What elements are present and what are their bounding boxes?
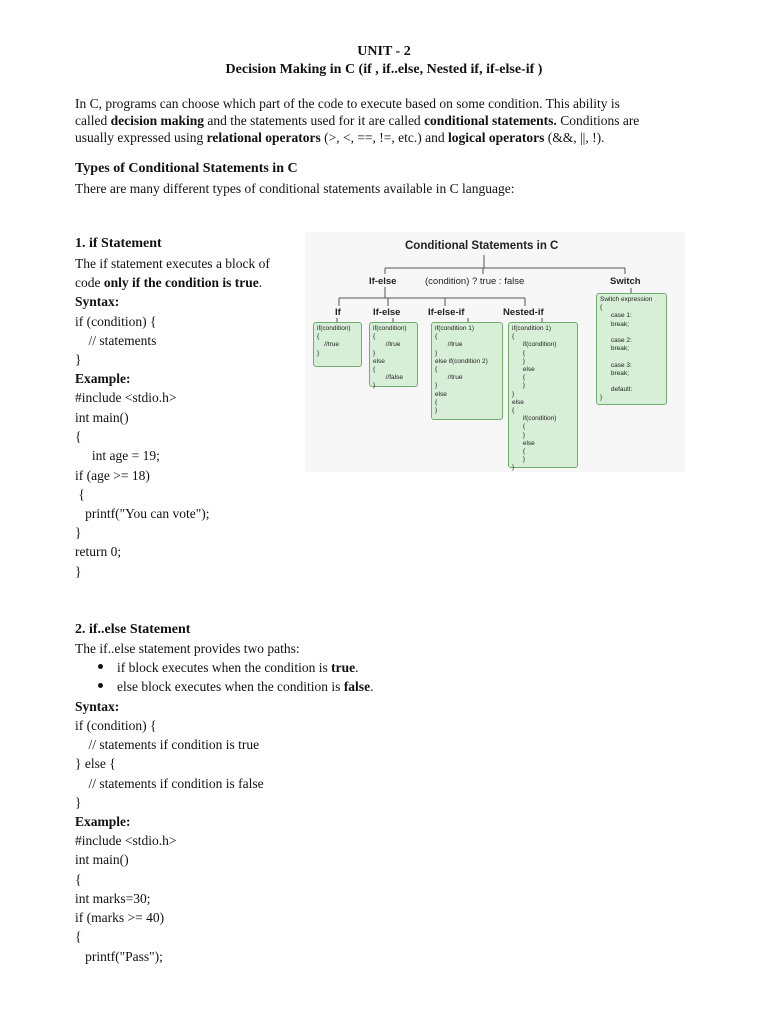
diagram-branch-ifelse: If-else [369,276,397,287]
diagram-box-ifelseif: if(condition 1) { //true } else if(condition 2) { //true } else { } [431,322,503,420]
diagram-box-ifelse: if(condition) { //true } else { //false } [369,322,418,387]
ifelse-syntax-line: // statements if condition is true [75,737,260,752]
diagram-title: Conditional Statements in C [405,240,559,252]
if-example-line: if (age >= 18) [75,468,150,483]
ifelse-example-line: { [75,872,82,887]
ifelse-bullet-1 [117,658,358,677]
if-desc-bold: only if the condition is true [103,275,259,290]
bullet-bold: true [331,660,356,675]
if-example-label: Example: [75,371,131,386]
intro-line-2 [75,112,675,129]
bullet-dot [98,664,103,669]
diagram-branch-switch: Switch [610,276,641,287]
ifelse-syntax-line: } else { [75,756,116,771]
intro-text: and the statements used for it are called [204,113,425,128]
diagram-branch-ternary: (condition) ? true : false [425,276,525,287]
diagram-box-nested: if(condition 1) { if(condition) { } else { } } else { if(condition) { } else { } } [508,322,578,468]
bullet-text: if block executes when the condition is [117,660,332,675]
ifelse-example-line: int main() [75,852,129,867]
if-example-line: #include <stdio.h> [75,390,177,405]
types-heading: Types of Conditional Statements in C [75,161,298,176]
ifelse-example-line: printf("Pass"); [75,949,163,964]
intro-text: (&&, ||, !). [544,130,605,145]
bullet-text: . [370,679,374,694]
intro-text: usually expressed using [75,130,207,145]
if-example-line: printf("You can vote"); [75,506,210,521]
if-example-line: { [75,487,85,502]
if-example-line: int age = 19; [75,448,160,463]
intro-line-1: In C, programs can choose which part of the code to execute based on some condition. This ability is [75,96,620,111]
intro-paragraph [75,95,675,146]
ifelse-example-line: { [75,929,82,944]
intro-text: (>, <, ==, !=, etc.) and [320,130,448,145]
if-syntax-line: if (condition) { [75,314,157,329]
intro-text: Conditions are [556,113,640,128]
if-desc-text: code [75,275,104,290]
ifelse-bullet-2 [117,677,373,696]
if-syntax-label: Syntax: [75,294,120,309]
if-example-line: return 0; [75,544,122,559]
diagram-sub-ifelseif: If-else-if [428,307,465,318]
if-syntax-line: } [75,352,82,367]
intro-bold: decision making [110,113,205,128]
ifelse-section-heading: 2. if..else Statement [75,622,191,637]
page-title: Decision Making in C (if , if..else, Nested if, if-else-if ) [225,62,543,77]
unit-heading: UNIT - 2 [357,44,411,59]
ifelse-example-label: Example: [75,814,131,829]
diagram-sub-nested: Nested-if [503,307,544,318]
intro-bold: logical operators [448,130,545,145]
diagram-sub-ifelse: If-else [373,307,401,318]
ifelse-desc: The if..else statement provides two paths: [75,641,300,656]
intro-bold: relational operators [206,130,321,145]
ifelse-example-line: #include <stdio.h> [75,833,177,848]
intro-line-3 [75,129,675,146]
bullet-bold: false [343,679,371,694]
if-desc-text: . [258,275,263,290]
if-desc-line-2 [75,273,262,292]
bullet-text: else block executes when the condition is [117,679,344,694]
ifelse-syntax-line: } [75,795,82,810]
if-desc-line-1: The if statement executes a block of [75,256,270,271]
if-example-line: } [75,564,82,579]
if-syntax-line: // statements [75,333,157,348]
if-section-heading: 1. if Statement [75,236,162,251]
intro-text: called [75,113,111,128]
types-text: There are many different types of conditional statements available in C language: [75,181,515,196]
intro-bold: conditional statements. [424,113,557,128]
ifelse-example-line: int marks=30; [75,891,151,906]
diagram-box-if: if(condition) { //true } [313,322,362,367]
bullet-text: . [355,660,359,675]
ifelse-syntax-label: Syntax: [75,699,120,714]
ifelse-syntax-line: if (condition) { [75,718,157,733]
diagram-box-switch: Switch expression { case 1: break; case 2: break; case 3: break; default: } [596,293,667,405]
ifelse-example-line: if (marks >= 40) [75,910,165,925]
if-example-line: } [75,525,82,540]
conditional-statements-diagram [305,232,685,472]
diagram-sub-if: If [335,307,341,318]
ifelse-syntax-line: // statements if condition is false [75,776,264,791]
if-example-line: { [75,429,82,444]
bullet-dot [98,683,103,688]
if-example-line: int main() [75,410,129,425]
